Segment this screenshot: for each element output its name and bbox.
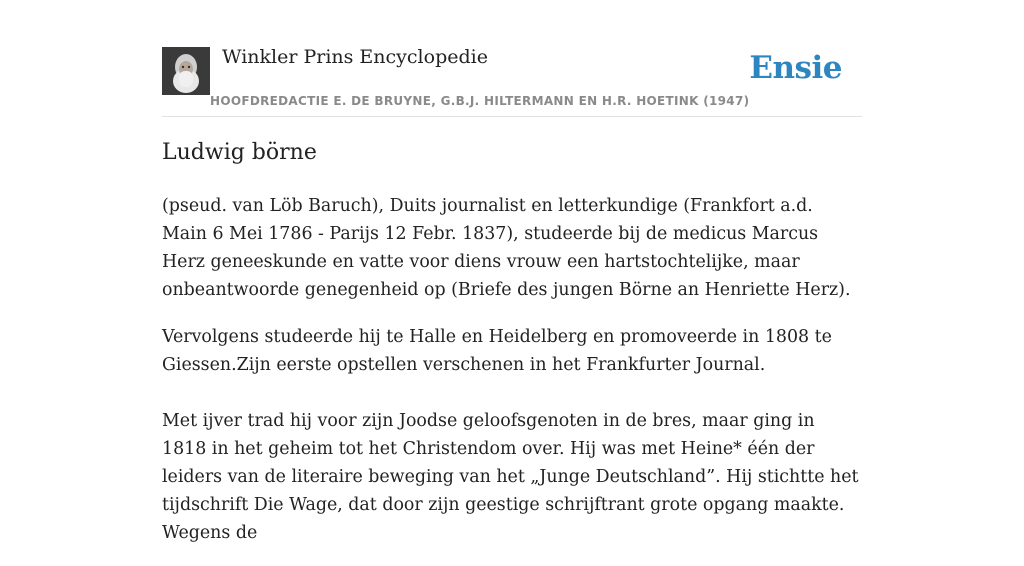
page-title: Ludwig börne bbox=[162, 140, 317, 165]
author-avatar[interactable] bbox=[162, 47, 210, 95]
source-editors: HOOFDREDACTIE E. DE BRUYNE, G.B.J. HILTERMANN EN H.R. HOETINK (1947) bbox=[210, 94, 750, 108]
article-body bbox=[162, 192, 862, 566]
portrait-icon bbox=[162, 47, 210, 95]
ensie-logo[interactable]: Ensie bbox=[749, 50, 842, 86]
source-title[interactable]: Winkler Prins Encyclopedie bbox=[222, 46, 488, 68]
paragraph-2: Vervolgens studeerde hij te Halle en Heidelberg en promoveerde in 1808 te Giessen.Zijn eerste opstellen verschenen in het Frankfurter Journal. bbox=[162, 327, 832, 375]
page bbox=[162, 0, 862, 543]
paragraph-1: (pseud. van Löb Baruch), Duits journalist en letterkundige (Frankfort a.d. Main 6 Mei 1786 - Parijs 12 Febr. 1837), studeerde bij de medicus Marcus Herz geneeskunde en vatte voor diens vrouw een hartstochtelijke, maar onbeantwoorde genegenheid op (Briefe des jungen Börne an Henriette Herz). bbox=[162, 196, 851, 300]
paragraph-3: Met ijver trad hij voor zijn Joodse geloofsgenoten in de bres, maar ging in 1818 in het geheim tot het Christendom over. Hij was met Heine* één der leiders van de literaire beweging van het „Junge Deutschland”. Hij stichtte het tijdschrift Die Wage, dat door zijn geestige schrijftrant grote opgang maakte. Wegens de bbox=[162, 411, 859, 543]
source-header bbox=[162, 0, 862, 117]
